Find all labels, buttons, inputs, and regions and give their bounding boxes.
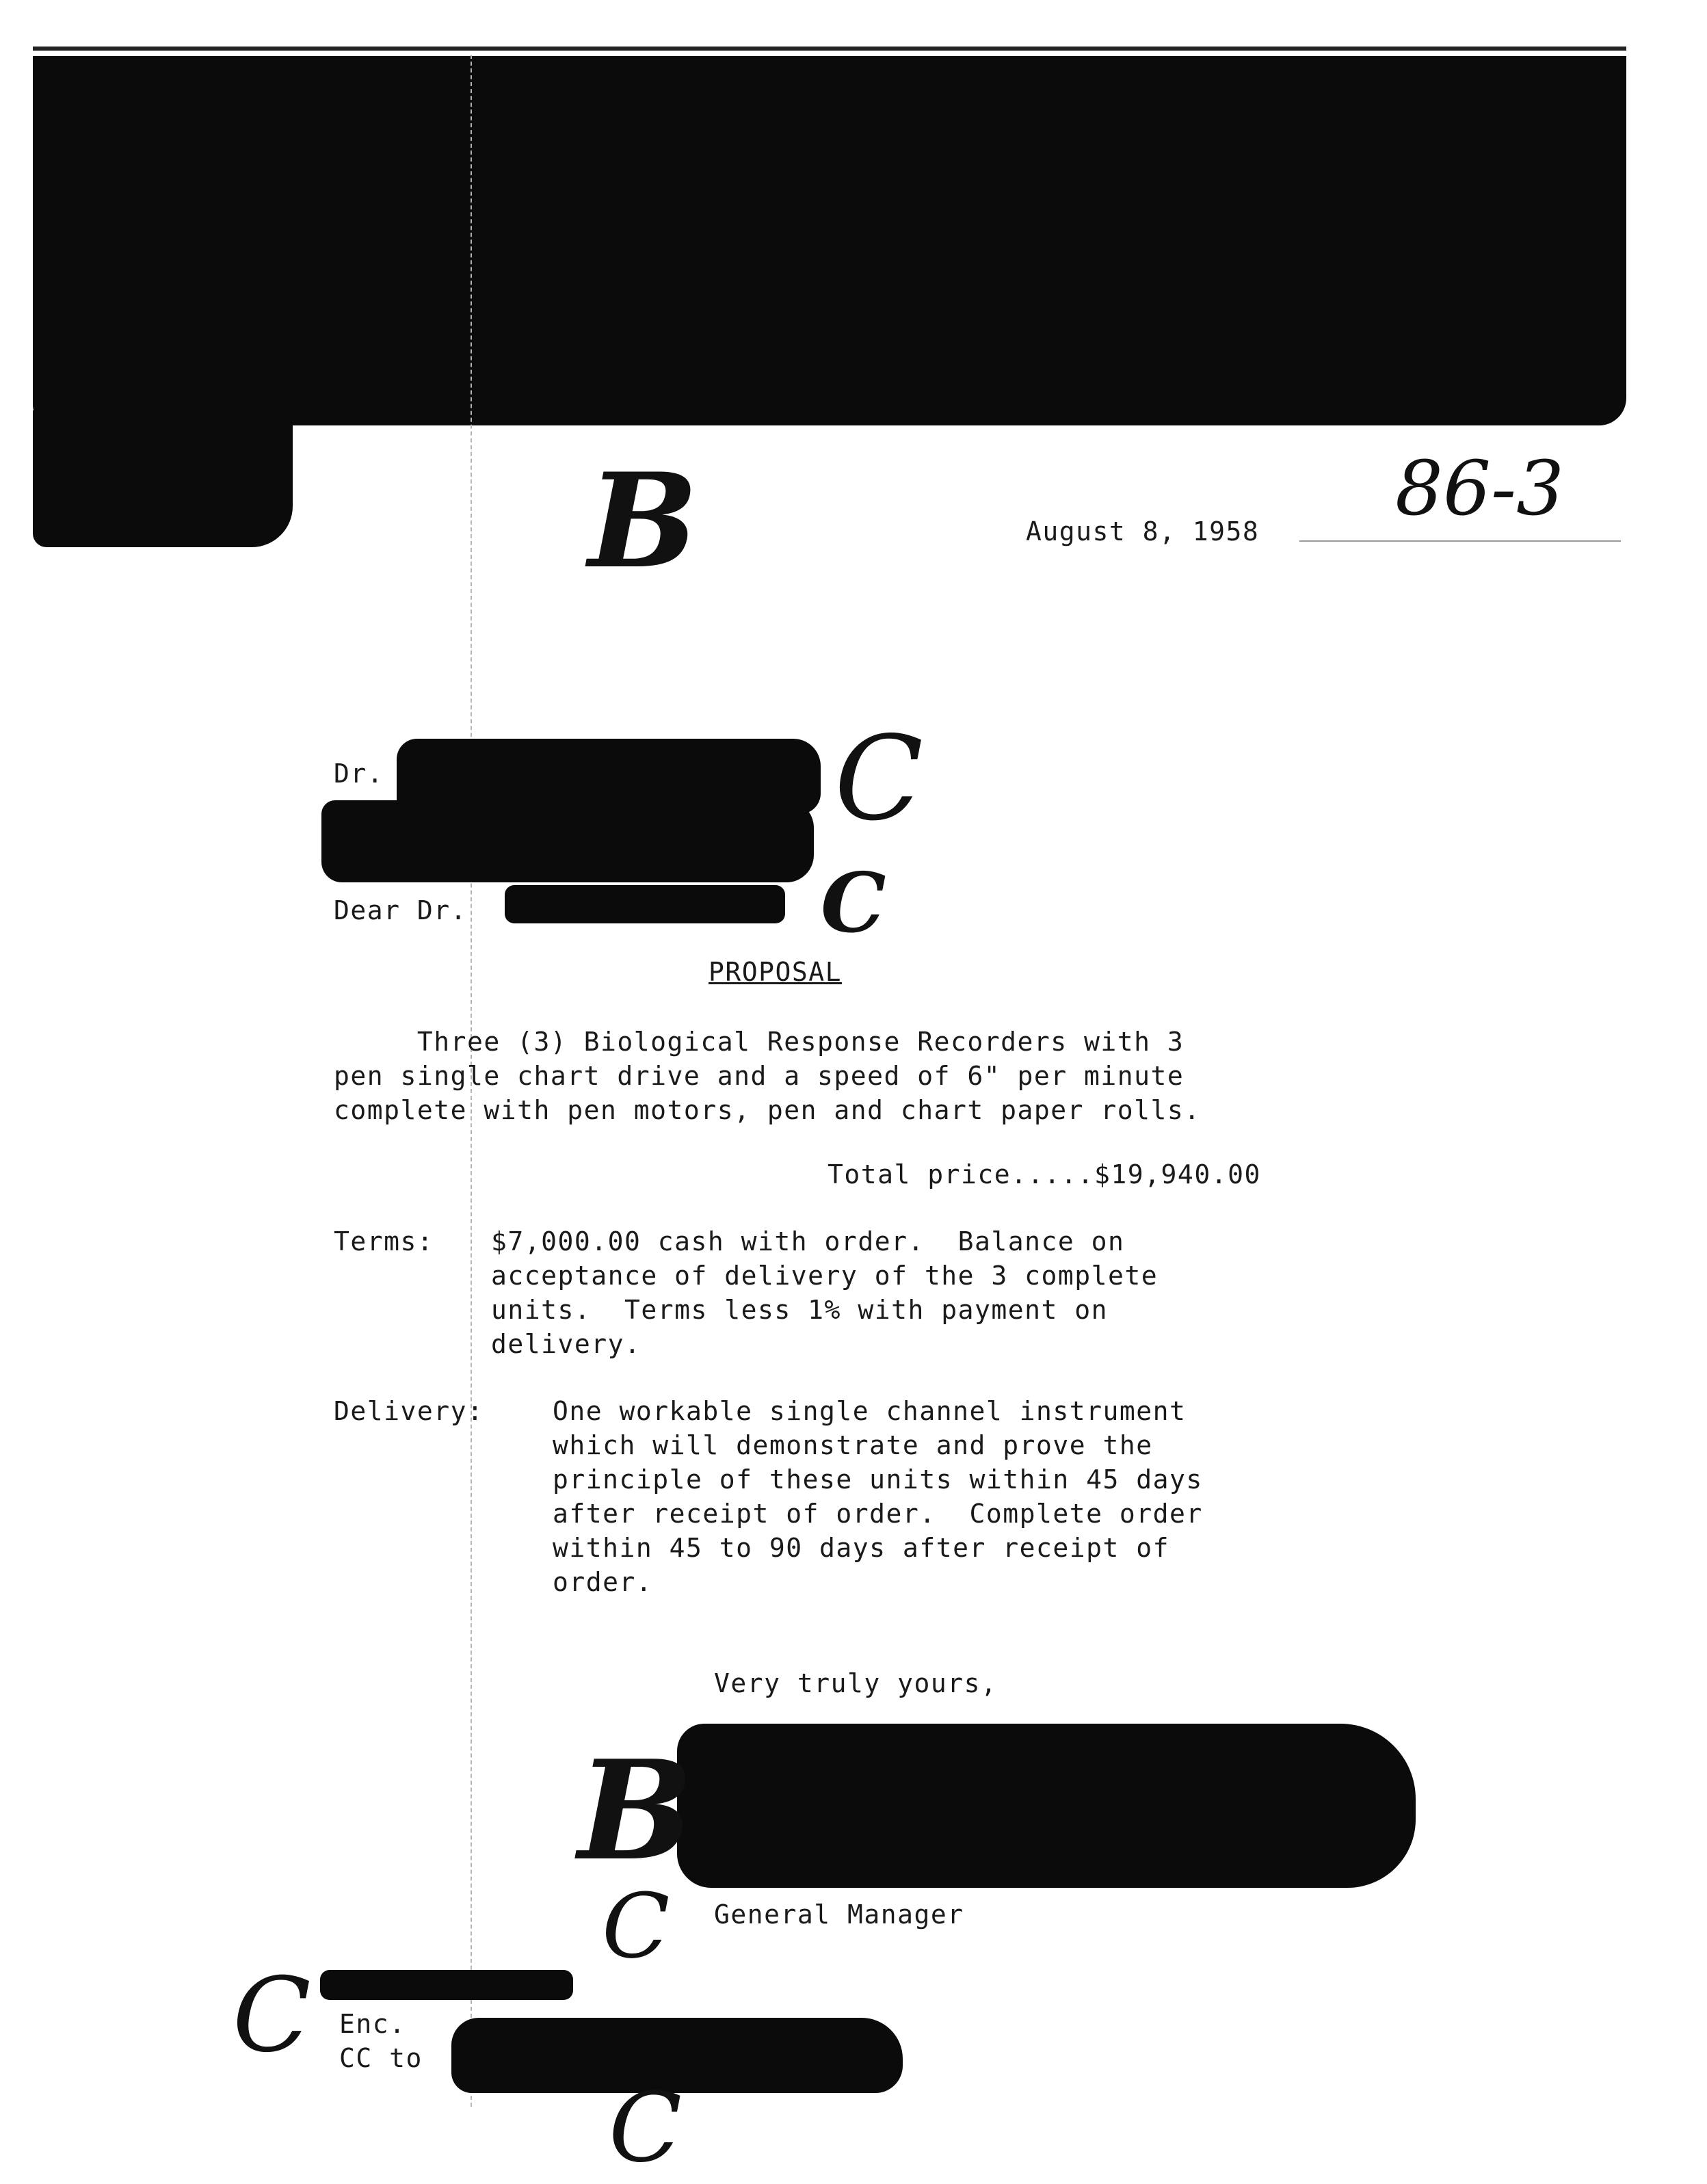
- delivery-line-6: order.: [553, 1567, 653, 1597]
- recipient-address-redaction: [321, 800, 814, 882]
- closing: Very truly yours,: [714, 1668, 998, 1698]
- proposal-heading: PROPOSAL: [709, 957, 843, 987]
- terms-line-4: delivery.: [491, 1329, 641, 1359]
- handwritten-b-signature: B: [578, 1731, 694, 1891]
- handwritten-c-cc: C: [609, 2073, 683, 2184]
- signature-redaction: [677, 1724, 1416, 1888]
- terms-label: Terms:: [334, 1226, 434, 1257]
- delivery-line-4: after receipt of order. Complete order: [553, 1499, 1203, 1529]
- recipient-prefix: Dr.: [334, 759, 384, 789]
- total-price: Total price.....$19,940.00: [828, 1159, 1261, 1189]
- delivery-label: Delivery:: [334, 1396, 484, 1426]
- salutation-name-redaction: [505, 885, 785, 923]
- date-rule: [1299, 540, 1621, 542]
- delivery-line-2: which will demonstrate and prove the: [553, 1430, 1153, 1460]
- handwritten-b-top: B: [588, 445, 698, 597]
- terms-line-3: units. Terms less 1% with payment on: [491, 1295, 1108, 1325]
- initials-redaction: [320, 1970, 573, 2000]
- delivery-line-1: One workable single channel instrument: [553, 1396, 1187, 1426]
- handwritten-c-recipient: C: [834, 711, 924, 847]
- handwritten-c-dear: C: [821, 855, 886, 951]
- signature-title: General Manager: [714, 1899, 964, 1930]
- enclosure: Enc.: [339, 2009, 406, 2039]
- cc-line: CC to: [339, 2043, 423, 2073]
- top-border: [33, 47, 1626, 51]
- letterhead-redaction-lower: [33, 410, 293, 547]
- body-line-2: pen single chart drive and a speed of 6" per minute: [334, 1061, 1185, 1091]
- handwritten-c-enc: C: [233, 1956, 311, 2075]
- delivery-line-3: principle of these units within 45 days: [553, 1464, 1203, 1495]
- body-line-3: complete with pen motors, pen and chart paper rolls.: [334, 1095, 1201, 1125]
- letter-date: August 8, 1958: [1026, 516, 1260, 547]
- terms-line-1: $7,000.00 cash with order. Balance on: [491, 1226, 1125, 1257]
- handwritten-c-title: C: [602, 1874, 670, 1978]
- salutation: Dear Dr.: [334, 895, 468, 925]
- letterhead-redaction: [33, 56, 1626, 425]
- delivery-line-5: within 45 to 90 days after receipt of: [553, 1533, 1169, 1563]
- handwritten-page-number: 86-3: [1395, 445, 1565, 532]
- terms-line-2: acceptance of delivery of the 3 complete: [491, 1261, 1159, 1291]
- body-line-1: Three (3) Biological Response Recorders with 3: [334, 1027, 1185, 1057]
